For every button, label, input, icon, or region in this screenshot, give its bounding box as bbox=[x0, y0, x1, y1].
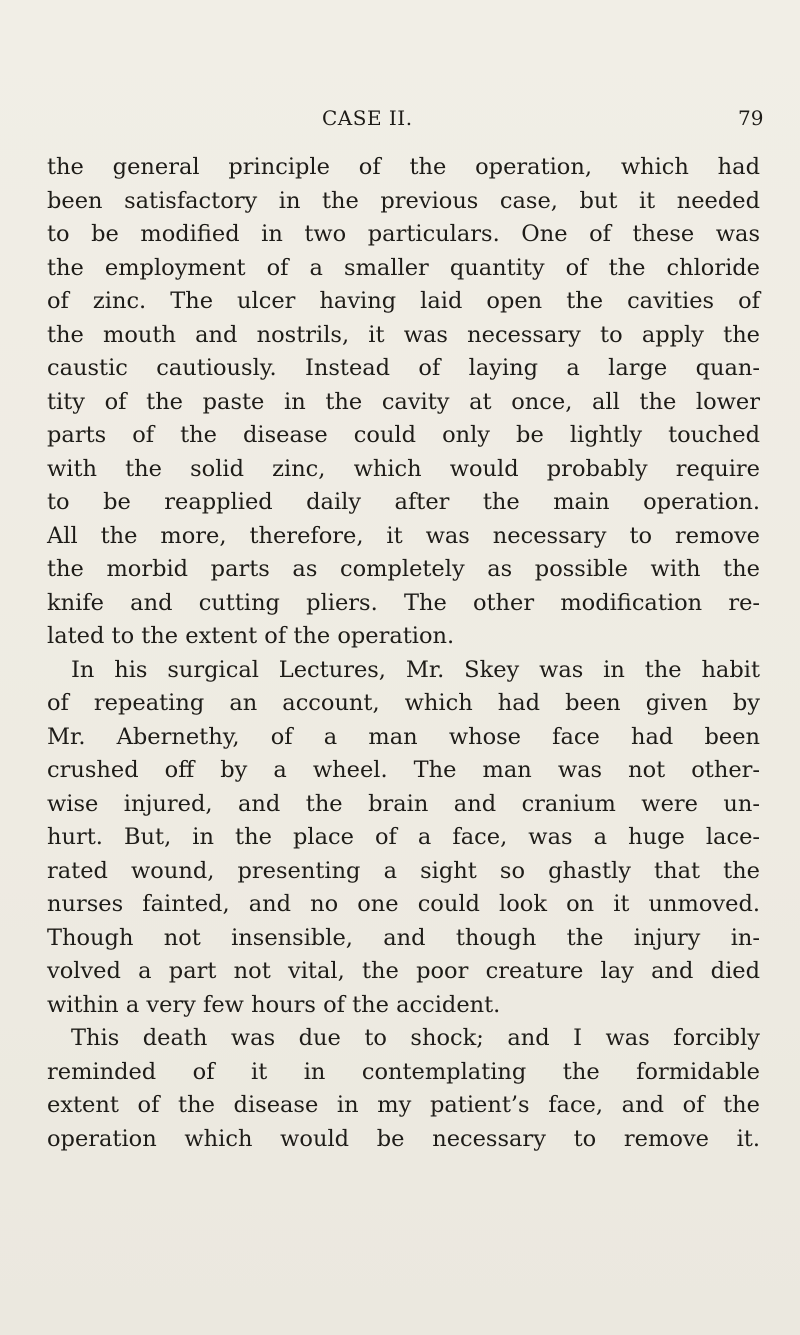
text-line: lated to the extent of the operation. bbox=[47, 623, 455, 649]
text-line: of repeating an account, which had been given by bbox=[47, 690, 760, 716]
text-line: to be modified in two particulars. One of these was bbox=[47, 221, 760, 247]
text-line: Mr. Abernethy, of a man whose face had been bbox=[47, 723, 760, 750]
page-number: 79 bbox=[738, 106, 764, 130]
text-line: nurses fainted, and no one could look on it unmoved. bbox=[47, 891, 760, 917]
text-line: rated wound, presenting a sight so ghastly that the bbox=[47, 857, 760, 884]
text-line: caustic cautiously. Instead of laying a large quan- bbox=[47, 355, 760, 381]
text-line: of zinc. The ulcer having laid open the cavities of bbox=[47, 288, 760, 314]
text-line: In his surgical Lectures, Mr. Skey was in the habit bbox=[71, 656, 760, 683]
text-line: All the more, therefore, it was necessary to remove bbox=[47, 522, 760, 549]
text-line: with the solid zinc, which would probably require bbox=[47, 455, 760, 482]
running-head: CASE II. bbox=[322, 106, 413, 130]
text-line: the employment of a smaller quantity of the chloride bbox=[47, 254, 760, 281]
text-line: reminded of it in contemplating the formidable bbox=[47, 1058, 760, 1085]
text-line: within a very few hours of the accident. bbox=[47, 991, 501, 1018]
text-line: tity of the paste in the cavity at once, all the lower bbox=[47, 388, 760, 415]
body-text bbox=[47, 151, 760, 1156]
text-line: wise injured, and the brain and cranium were un- bbox=[47, 790, 760, 817]
text-line: extent of the disease in my patient’s face, and of the bbox=[47, 1092, 760, 1118]
text-line: been satisfactory in the previous case, but it needed bbox=[47, 187, 760, 214]
page-header bbox=[0, 106, 800, 136]
text-line: volved a part not vital, the poor creature lay and died bbox=[47, 958, 760, 984]
text-line: to be reapplied daily after the main operation. bbox=[47, 489, 760, 515]
text-line: crushed off by a wheel. The man was not other- bbox=[47, 757, 760, 783]
text-line: operation which would be necessary to remove it. bbox=[47, 1125, 760, 1152]
text-line: parts of the disease could only be lightly touched bbox=[47, 422, 760, 448]
text-line: the general principle of the operation, which had bbox=[47, 154, 760, 180]
text-line: This death was due to shock; and I was forcibly bbox=[71, 1025, 760, 1051]
text-line: Though not insensible, and though the injury in- bbox=[47, 924, 760, 951]
text-line: knife and cutting pliers. The other modification re- bbox=[47, 589, 760, 616]
text-line: the morbid parts as completely as possible with the bbox=[47, 556, 760, 582]
text-line: the mouth and nostrils, it was necessary to apply the bbox=[47, 321, 760, 348]
text-line: hurt. But, in the place of a face, was a huge lace- bbox=[47, 824, 760, 850]
